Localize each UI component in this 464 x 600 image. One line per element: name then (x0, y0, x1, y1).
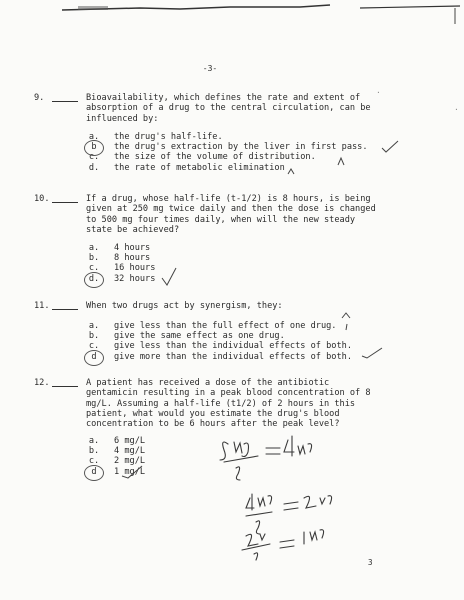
option-letter: c. (88, 456, 100, 467)
question-text: Bioavailability, which defines the rate and extent of absorption of a drug to the central circulation, can be influenced by: (86, 93, 371, 124)
checkmark-icon (120, 464, 144, 480)
scan-edge (0, 0, 464, 24)
option-letter: c. (88, 263, 100, 274)
question-number: 11. (34, 301, 50, 311)
option-letter: b. (88, 446, 100, 457)
answer-blank (52, 309, 78, 310)
option-letter: d. (88, 162, 100, 173)
option-letter: b (91, 142, 97, 153)
option-text: 32 hours (114, 273, 156, 284)
scan-speck: . (454, 103, 459, 112)
question-number: 9. (34, 93, 45, 103)
option-text: 8 hours (114, 253, 151, 264)
question-text: If a drug, whose half-life (t-1/2) is 8 hours, is being given at 250 mg twice daily and then the dose is changed to 500 mg four times daily, when will the new steady state be achieved? (86, 194, 376, 235)
caret-mark-icon (336, 155, 346, 167)
option-letter: d (91, 466, 97, 477)
handwritten-calculation (200, 432, 390, 562)
answer-blank (52, 386, 78, 387)
option-text: 16 hours (114, 263, 156, 274)
option-text: give less than the individual effects of both. (114, 341, 352, 352)
option-text: the drug's half-life. (114, 132, 223, 142)
option-text: 6 mg/L (114, 436, 146, 446)
option-text: 1 mg/L (114, 466, 146, 477)
question-number: 12. (34, 378, 50, 388)
checkmark-icon (360, 346, 384, 360)
option-text: give less than the full effect of one drug. (114, 321, 337, 331)
answer-blank (52, 101, 78, 102)
option-text: give the same effect as one drug. (114, 331, 285, 342)
option-text: the rate of metabolic elimination (114, 162, 285, 173)
question-number: 10. (34, 194, 50, 204)
checkmark-icon (160, 266, 178, 288)
caret-mark-icon (340, 312, 352, 332)
page-number-bottom: 3 (368, 558, 373, 567)
option-letter: b. (88, 331, 100, 342)
option-letter: a. (88, 132, 100, 142)
option-text: the size of the volume of distribution. (114, 152, 316, 163)
question-text: A patient has received a dose of the antibiotic gentamicin resulting in a peak blood concentration of 8 mg/L. Assuming a half-life (t1/2) of 2 hours in this patient, what would you estimate the drug's blood concentration to be 6 hours after the peak level? (86, 378, 371, 430)
option-text: the drug's extraction by the liver in first pass. (114, 142, 368, 153)
option-letter: d (91, 351, 97, 362)
option-letter: c. (88, 152, 100, 163)
option-text: 2 mg/L (114, 456, 146, 467)
option-text: give more than the individual effects of both. (114, 351, 352, 362)
checkmark-icon (380, 140, 400, 154)
page-number-top: -3- (202, 64, 218, 73)
option-letter: a. (88, 321, 100, 331)
option-text: 4 mg/L (114, 446, 146, 457)
option-letter: b. (88, 253, 100, 264)
option-letter: a. (88, 243, 100, 253)
option-letter: d. (88, 273, 100, 284)
option-letter: c. (88, 341, 100, 352)
option-text: 4 hours (114, 243, 151, 253)
question-text: When two drugs act by synergism, they: (86, 301, 283, 311)
answer-blank (52, 202, 78, 203)
caret-mark-icon (286, 166, 296, 176)
option-letter: a. (88, 436, 100, 446)
scan-speck: . (376, 86, 381, 95)
